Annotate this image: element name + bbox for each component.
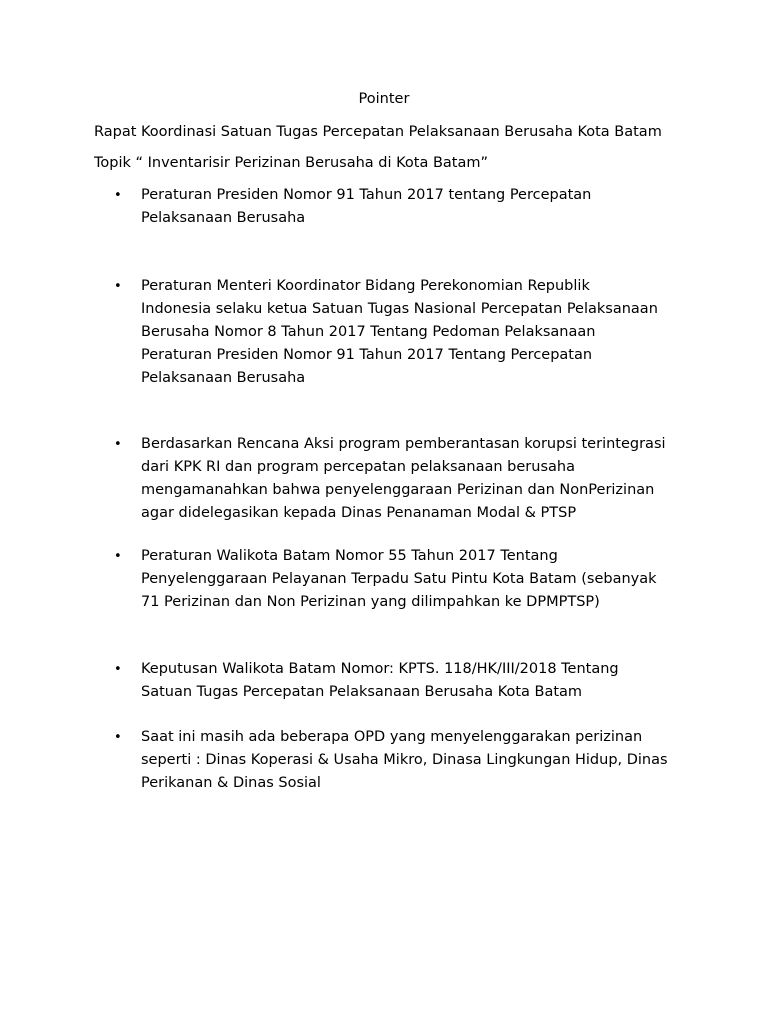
list-item-text: Berdasarkan Rencana Aksi program pemberantasan korupsi terintegrasi dari KPK RI dan program percepatan pelaksanaan berusaha mengamanahkan bahwa penyelenggaraan Perizinan dan NonPerizinan agar didelegasikan kepada Dinas Penanaman Modal & PTSP	[141, 436, 666, 521]
bullet-icon: •	[114, 188, 122, 203]
list-item	[114, 726, 674, 795]
list-item-text: Peraturan Walikota Batam Nomor 55 Tahun 2017 Tentang Penyelenggaraan Pelayanan Terpadu Satu Pintu Kota Batam (sebanyak 71 Perizinan dan Non Perizinan yang dilimpahkan ke DPMPTSP)	[141, 548, 657, 610]
list-item	[114, 433, 674, 525]
bullet-icon: •	[114, 662, 122, 677]
bullet-icon: •	[114, 549, 122, 564]
list-item	[114, 184, 674, 230]
list-item	[114, 545, 674, 614]
list-item-text: Keputusan Walikota Batam Nomor: KPTS. 118/HK/III/2018 Tentang Satuan Tugas Percepatan Pelaksanaan Berusaha Kota Batam	[141, 661, 619, 700]
bullet-icon: •	[114, 730, 122, 745]
bullet-icon: •	[114, 437, 122, 452]
document-topic: Topik “ Inventarisir Perizinan Berusaha di Kota Batam”	[94, 155, 489, 171]
list-item-text: Saat ini masih ada beberapa OPD yang menyelenggarakan perizinan seperti : Dinas Koperasi & Usaha Mikro, Dinasa Lingkungan Hidup, Dinas Perikanan & Dinas Sosial	[141, 729, 668, 791]
document-subtitle: Rapat Koordinasi Satuan Tugas Percepatan Pelaksanaan Berusaha Kota Batam	[94, 124, 662, 140]
list-item-text: Peraturan Menteri Koordinator Bidang Perekonomian Republik Indonesia selaku ketua Satuan Tugas Nasional Percepatan Pelaksanaan Berusaha Nomor 8 Tahun 2017 Tentang Pedoman Pelaksanaan Peraturan Presiden Nomor 91 Tahun 2017 Tentang Percepatan Pelaksanaan Berusaha	[141, 278, 658, 386]
list-item	[114, 275, 674, 390]
list-item-text: Peraturan Presiden Nomor 91 Tahun 2017 tentang Percepatan Pelaksanaan Berusaha	[141, 187, 592, 226]
list-item	[114, 658, 674, 704]
document-title: Pointer	[358, 91, 410, 107]
bullet-icon: •	[114, 279, 122, 294]
